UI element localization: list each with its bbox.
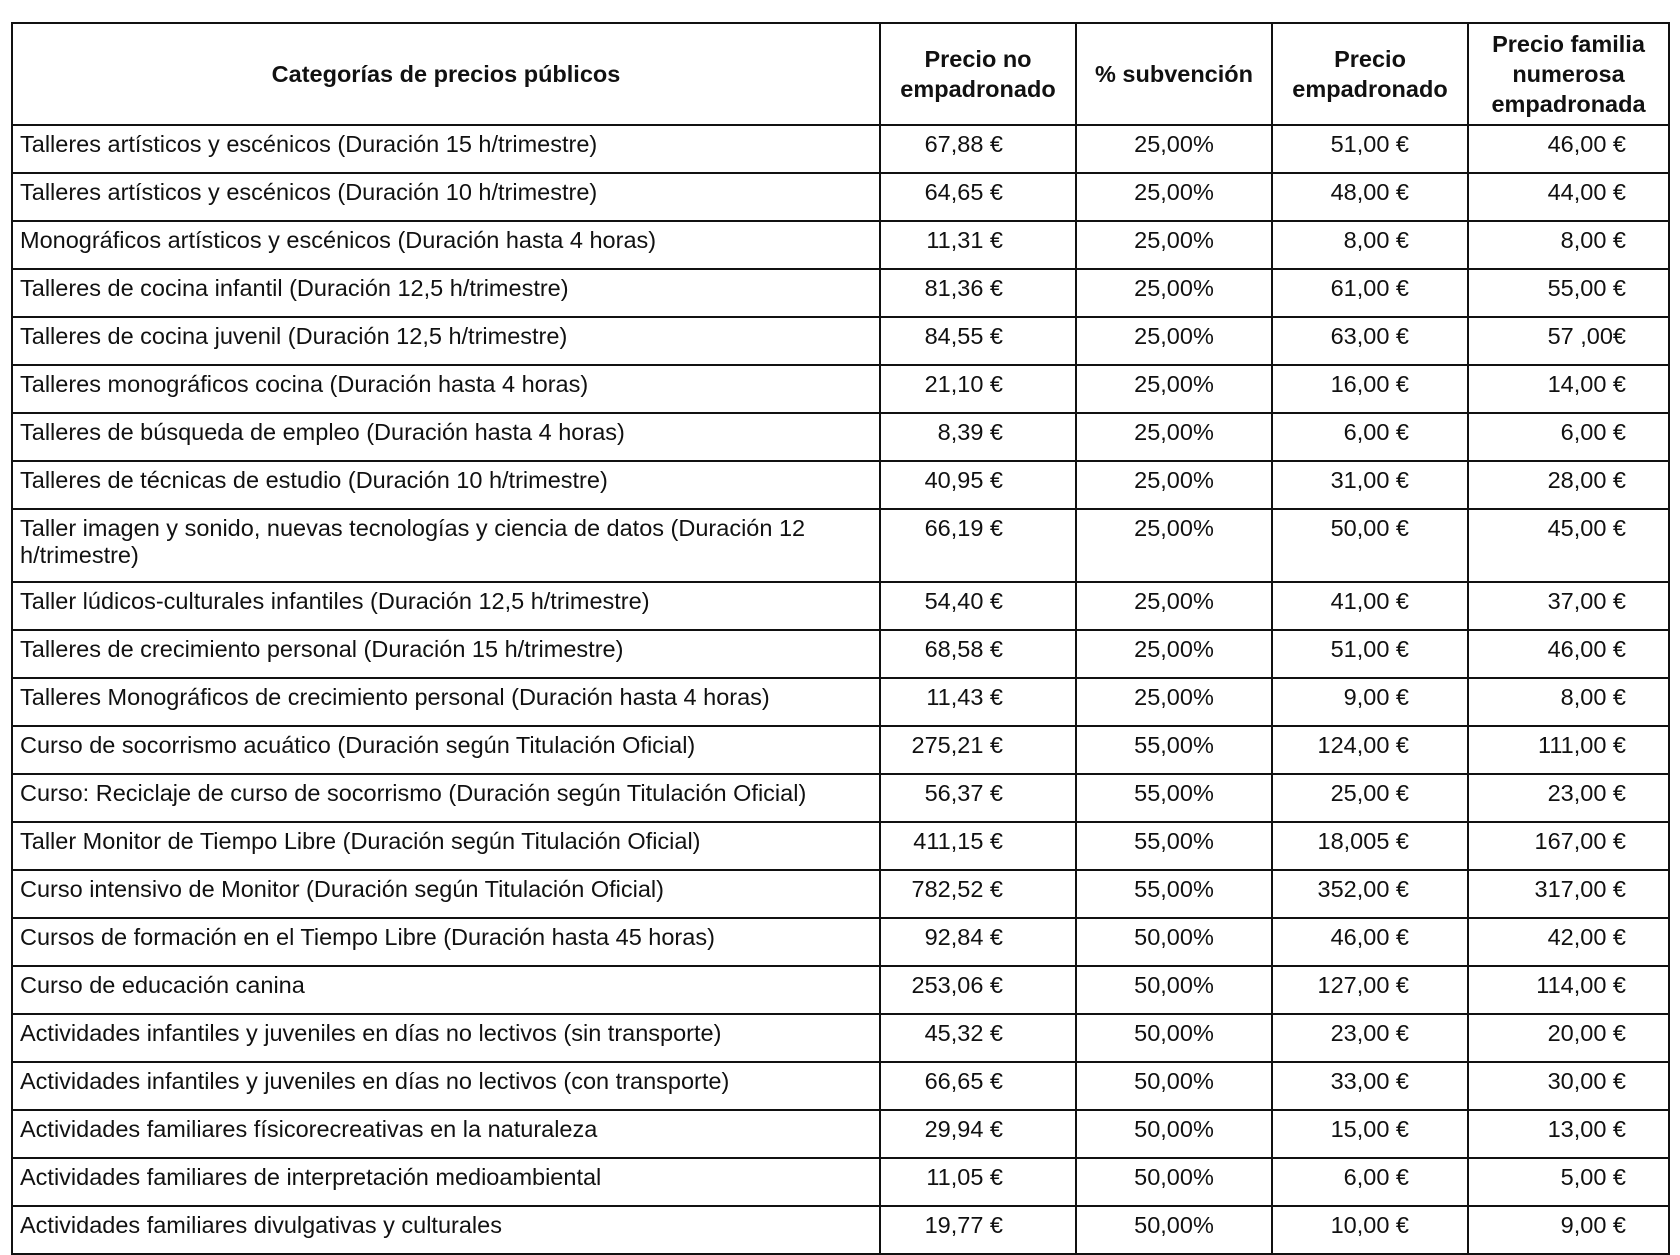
subsidy-percent-cell: 55,00% (1076, 870, 1272, 918)
subsidy-percent-cell: 25,00% (1076, 582, 1272, 630)
category-cell: Talleres Monográficos de crecimiento personal (Duración hasta 4 horas) (12, 678, 880, 726)
price-non-registered-cell: 45,32 € (880, 1014, 1076, 1062)
price-registered-cell: 51,00 € (1272, 125, 1468, 173)
price-non-registered-cell: 40,95 € (880, 461, 1076, 509)
table-row (12, 1014, 1669, 1062)
header-price-large-family: Precio familia numerosa empadronada (1468, 23, 1669, 125)
subsidy-percent-cell: 50,00% (1076, 966, 1272, 1014)
category-cell: Actividades infantiles y juveniles en días no lectivos (sin transporte) (12, 1014, 880, 1062)
category-cell: Curso de educación canina (12, 966, 880, 1014)
price-non-registered-cell: 782,52 € (880, 870, 1076, 918)
price-registered-cell: 63,00 € (1272, 317, 1468, 365)
subsidy-percent-cell: 50,00% (1076, 1158, 1272, 1206)
price-non-registered-cell: 81,36 € (880, 269, 1076, 317)
table-row (12, 822, 1669, 870)
price-registered-cell: 10,00 € (1272, 1206, 1468, 1254)
subsidy-percent-cell: 55,00% (1076, 726, 1272, 774)
category-cell: Curso intensivo de Monitor (Duración según Titulación Oficial) (12, 870, 880, 918)
price-large-family-cell: 167,00 € (1468, 822, 1669, 870)
price-registered-cell: 41,00 € (1272, 582, 1468, 630)
category-cell: Actividades familiares divulgativas y culturales (12, 1206, 880, 1254)
subsidy-percent-cell: 25,00% (1076, 125, 1272, 173)
price-registered-cell: 16,00 € (1272, 365, 1468, 413)
category-cell: Taller Monitor de Tiempo Libre (Duración según Titulación Oficial) (12, 822, 880, 870)
price-non-registered-cell: 275,21 € (880, 726, 1076, 774)
price-non-registered-cell: 11,31 € (880, 221, 1076, 269)
price-non-registered-cell: 253,06 € (880, 966, 1076, 1014)
price-large-family-cell: 37,00 € (1468, 582, 1669, 630)
price-large-family-cell: 42,00 € (1468, 918, 1669, 966)
table-row (12, 1110, 1669, 1158)
table-row (12, 678, 1669, 726)
subsidy-percent-cell: 25,00% (1076, 365, 1272, 413)
price-non-registered-cell: 64,65 € (880, 173, 1076, 221)
price-large-family-cell: 57 ,00€ (1468, 317, 1669, 365)
price-registered-cell: 124,00 € (1272, 726, 1468, 774)
price-registered-cell: 31,00 € (1272, 461, 1468, 509)
category-cell: Talleres de cocina infantil (Duración 12,5 h/trimestre) (12, 269, 880, 317)
price-registered-cell: 18,005 € (1272, 822, 1468, 870)
subsidy-percent-cell: 25,00% (1076, 173, 1272, 221)
price-registered-cell: 6,00 € (1272, 1158, 1468, 1206)
price-registered-cell: 61,00 € (1272, 269, 1468, 317)
price-registered-cell: 25,00 € (1272, 774, 1468, 822)
subsidy-percent-cell: 55,00% (1076, 774, 1272, 822)
price-large-family-cell: 317,00 € (1468, 870, 1669, 918)
category-cell: Curso: Reciclaje de curso de socorrismo (Duración según Titulación Oficial) (12, 774, 880, 822)
price-large-family-cell: 5,00 € (1468, 1158, 1669, 1206)
category-cell: Cursos de formación en el Tiempo Libre (Duración hasta 45 horas) (12, 918, 880, 966)
table-row (12, 509, 1669, 582)
subsidy-percent-cell: 25,00% (1076, 678, 1272, 726)
price-registered-cell: 33,00 € (1272, 1062, 1468, 1110)
price-large-family-cell: 30,00 € (1468, 1062, 1669, 1110)
price-large-family-cell: 14,00 € (1468, 365, 1669, 413)
category-cell: Actividades familiares físicorecreativas en la naturaleza (12, 1110, 880, 1158)
category-cell: Taller lúdicos-culturales infantiles (Duración 12,5 h/trimestre) (12, 582, 880, 630)
subsidy-percent-cell: 25,00% (1076, 413, 1272, 461)
price-non-registered-cell: 66,65 € (880, 1062, 1076, 1110)
category-cell: Actividades familiares de interpretación medioambiental (12, 1158, 880, 1206)
price-non-registered-cell: 19,77 € (880, 1206, 1076, 1254)
subsidy-percent-cell: 50,00% (1076, 1014, 1272, 1062)
table-row (12, 173, 1669, 221)
category-cell: Actividades infantiles y juveniles en días no lectivos (con transporte) (12, 1062, 880, 1110)
subsidy-percent-cell: 25,00% (1076, 509, 1272, 582)
price-large-family-cell: 46,00 € (1468, 630, 1669, 678)
price-non-registered-cell: 11,43 € (880, 678, 1076, 726)
table-row (12, 582, 1669, 630)
price-non-registered-cell: 21,10 € (880, 365, 1076, 413)
subsidy-percent-cell: 50,00% (1076, 1110, 1272, 1158)
price-registered-cell: 8,00 € (1272, 221, 1468, 269)
price-non-registered-cell: 92,84 € (880, 918, 1076, 966)
price-registered-cell: 51,00 € (1272, 630, 1468, 678)
price-non-registered-cell: 11,05 € (880, 1158, 1076, 1206)
table-row (12, 966, 1669, 1014)
price-large-family-cell: 9,00 € (1468, 1206, 1669, 1254)
subsidy-percent-cell: 25,00% (1076, 461, 1272, 509)
subsidy-percent-cell: 55,00% (1076, 822, 1272, 870)
header-price-non-registered: Precio no empadronado (880, 23, 1076, 125)
subsidy-percent-cell: 25,00% (1076, 317, 1272, 365)
table-row (12, 630, 1669, 678)
table-row (12, 726, 1669, 774)
price-large-family-cell: 111,00 € (1468, 726, 1669, 774)
price-non-registered-cell: 29,94 € (880, 1110, 1076, 1158)
price-registered-cell: 50,00 € (1272, 509, 1468, 582)
price-registered-cell: 352,00 € (1272, 870, 1468, 918)
price-large-family-cell: 8,00 € (1468, 678, 1669, 726)
category-cell: Talleres artísticos y escénicos (Duración 15 h/trimestre) (12, 125, 880, 173)
price-non-registered-cell: 84,55 € (880, 317, 1076, 365)
table-header (12, 23, 1669, 125)
price-large-family-cell: 28,00 € (1468, 461, 1669, 509)
category-cell: Talleres artísticos y escénicos (Duración 10 h/trimestre) (12, 173, 880, 221)
category-cell: Talleres monográficos cocina (Duración hasta 4 horas) (12, 365, 880, 413)
table-row (12, 1062, 1669, 1110)
table-row (12, 1158, 1669, 1206)
price-non-registered-cell: 68,58 € (880, 630, 1076, 678)
price-registered-cell: 9,00 € (1272, 678, 1468, 726)
price-registered-cell: 46,00 € (1272, 918, 1468, 966)
price-registered-cell: 127,00 € (1272, 966, 1468, 1014)
table-row (12, 221, 1669, 269)
subsidy-percent-cell: 25,00% (1076, 630, 1272, 678)
price-large-family-cell: 6,00 € (1468, 413, 1669, 461)
table-row (12, 317, 1669, 365)
table-row (12, 269, 1669, 317)
table-row (12, 461, 1669, 509)
price-non-registered-cell: 56,37 € (880, 774, 1076, 822)
subsidy-percent-cell: 50,00% (1076, 1062, 1272, 1110)
public-prices-table (11, 22, 1670, 1255)
table-row (12, 774, 1669, 822)
table-row (12, 870, 1669, 918)
price-non-registered-cell: 8,39 € (880, 413, 1076, 461)
price-non-registered-cell: 67,88 € (880, 125, 1076, 173)
category-cell: Talleres de técnicas de estudio (Duración 10 h/trimestre) (12, 461, 880, 509)
table-row (12, 1206, 1669, 1254)
price-large-family-cell: 44,00 € (1468, 173, 1669, 221)
table-row (12, 125, 1669, 173)
price-non-registered-cell: 411,15 € (880, 822, 1076, 870)
category-cell: Talleres de cocina juvenil (Duración 12,5 h/trimestre) (12, 317, 880, 365)
table-body (12, 125, 1669, 1254)
header-subsidy-percent: % subvención (1076, 23, 1272, 125)
price-large-family-cell: 46,00 € (1468, 125, 1669, 173)
category-cell: Monográficos artísticos y escénicos (Duración hasta 4 horas) (12, 221, 880, 269)
price-registered-cell: 48,00 € (1272, 173, 1468, 221)
table-row (12, 918, 1669, 966)
header-category: Categorías de precios públicos (12, 23, 880, 125)
price-large-family-cell: 20,00 € (1468, 1014, 1669, 1062)
price-registered-cell: 15,00 € (1272, 1110, 1468, 1158)
subsidy-percent-cell: 25,00% (1076, 269, 1272, 317)
price-large-family-cell: 114,00 € (1468, 966, 1669, 1014)
price-large-family-cell: 23,00 € (1468, 774, 1669, 822)
table-row (12, 413, 1669, 461)
header-price-registered: Precio empadronado (1272, 23, 1468, 125)
table-row (12, 365, 1669, 413)
subsidy-percent-cell: 25,00% (1076, 221, 1272, 269)
price-non-registered-cell: 66,19 € (880, 509, 1076, 582)
price-large-family-cell: 45,00 € (1468, 509, 1669, 582)
category-cell: Talleres de búsqueda de empleo (Duración hasta 4 horas) (12, 413, 880, 461)
price-large-family-cell: 8,00 € (1468, 221, 1669, 269)
subsidy-percent-cell: 50,00% (1076, 918, 1272, 966)
header-row (12, 23, 1669, 125)
price-large-family-cell: 13,00 € (1468, 1110, 1669, 1158)
price-non-registered-cell: 54,40 € (880, 582, 1076, 630)
category-cell: Curso de socorrismo acuático (Duración según Titulación Oficial) (12, 726, 880, 774)
category-cell: Taller imagen y sonido, nuevas tecnologías y ciencia de datos (Duración 12 h/trimestre) (12, 509, 880, 582)
price-registered-cell: 23,00 € (1272, 1014, 1468, 1062)
category-cell: Talleres de crecimiento personal (Duración 15 h/trimestre) (12, 630, 880, 678)
price-large-family-cell: 55,00 € (1468, 269, 1669, 317)
subsidy-percent-cell: 50,00% (1076, 1206, 1272, 1254)
price-registered-cell: 6,00 € (1272, 413, 1468, 461)
